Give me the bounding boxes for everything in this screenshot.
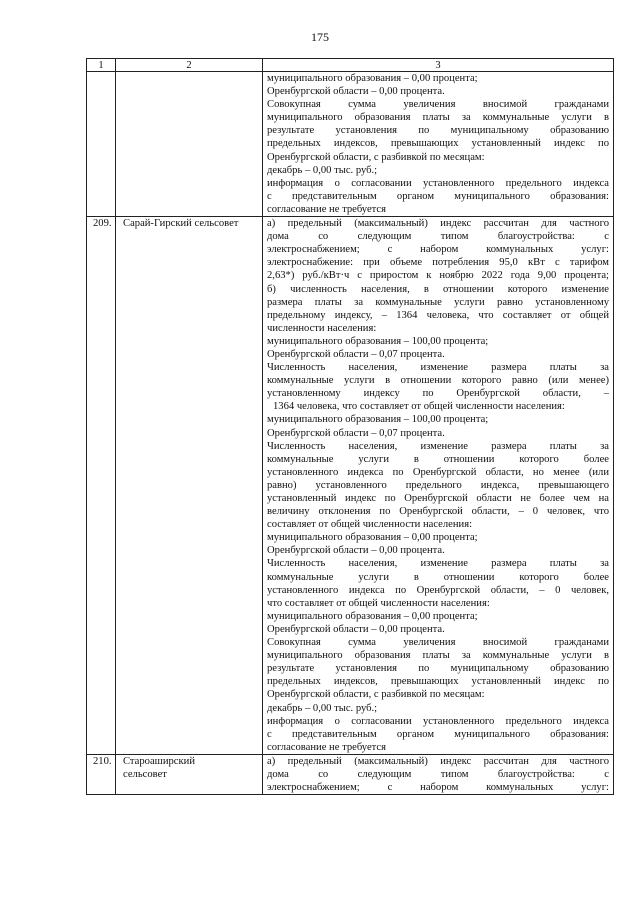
municipality-name-cell bbox=[116, 217, 263, 755]
index-description-cell bbox=[263, 217, 614, 755]
municipality-name-cell bbox=[116, 72, 263, 217]
text-line: с представительным органом муниципального образования: bbox=[267, 190, 609, 202]
text-line: Оренбургской области – 0,00 процента. bbox=[267, 86, 445, 98]
text-line: муниципального образования платы за коммунальные услуги в bbox=[267, 650, 609, 662]
text-line: а) предельный (максимальный) индекс рассчитан для частного bbox=[267, 755, 609, 767]
text-line: электроснабжением; с набором коммунальных услуг: bbox=[267, 782, 609, 794]
text-line: б) численность населения, в отношении которого изменение bbox=[267, 283, 609, 295]
text-line: установленного индекса по Оренбургской области, – 0 человек, bbox=[267, 584, 609, 596]
text-line: муниципального образования – 0,00 процента; bbox=[267, 610, 478, 622]
table-row bbox=[87, 754, 614, 794]
row-number-cell bbox=[87, 72, 116, 217]
index-description-cell bbox=[263, 754, 614, 794]
text-line: размера платы за коммунальные услуги равно установленному bbox=[267, 296, 609, 308]
municipality-name-cell bbox=[116, 754, 263, 794]
text-line: коммунальные услуги в отношении которого более bbox=[267, 453, 609, 465]
column-header-2: 2 bbox=[116, 59, 263, 72]
text-line: величину отклонения по Оренбургской области, – 0 человек, что bbox=[267, 506, 609, 518]
text-line: Оренбургской области – 0,07 процента. bbox=[267, 427, 445, 439]
text-line: муниципального образования – 100,00 процента; bbox=[267, 414, 489, 426]
text-line: информация о согласовании установленного предельного индекса bbox=[267, 715, 609, 727]
text-line: Численность населения, изменение размера платы за bbox=[267, 558, 609, 570]
column-header-3: 3 bbox=[263, 59, 614, 72]
municipality-name-line: Староаширский bbox=[123, 755, 195, 767]
text-line: муниципального образования – 0,00 процента; bbox=[267, 532, 478, 544]
text-line: численности населения: bbox=[267, 322, 377, 334]
text-line: муниципального образования – 100,00 процента; bbox=[267, 335, 489, 347]
row-number-cell: 210. bbox=[87, 754, 116, 794]
text-line: декабрь – 0,00 тыс. руб.; bbox=[267, 702, 378, 714]
text-line: составляет от общей численности населения: bbox=[267, 519, 473, 531]
text-line: коммунальные услуги в отношении которого равно (или менее) bbox=[267, 375, 609, 387]
text-line: декабрь – 0,00 тыс. руб.; bbox=[267, 164, 378, 176]
text-line: Совокупная сумма увеличения вносимой гражданами bbox=[267, 637, 609, 649]
text-line: дома со следующим типом благоустройства: с bbox=[267, 231, 609, 243]
text-line: электроснабжением; с набором коммунальных услуг: bbox=[267, 244, 609, 256]
text-line: электроснабжение: при объеме потребления 95,0 кВт с тарифом bbox=[267, 257, 609, 269]
text-line: Оренбургской области, с разбивкой по месяцам: bbox=[267, 151, 485, 163]
index-description-cell bbox=[263, 72, 614, 217]
text-line: Оренбургской области, с разбивкой по месяцам: bbox=[267, 689, 485, 701]
text-line: согласование не требуется bbox=[267, 203, 387, 215]
text-line: Численность населения, изменение размера платы за bbox=[267, 362, 609, 374]
municipality-name-line: сельсовет bbox=[123, 768, 167, 780]
text-line: установленного индекса по Оренбургской области, но менее (или bbox=[267, 466, 609, 478]
text-line: установленному индексу по Оренбургской области, – bbox=[267, 388, 609, 400]
text-line: Оренбургской области – 0,00 процента. bbox=[267, 545, 445, 557]
text-line: коммунальные услуги в отношении которого более bbox=[267, 571, 609, 583]
table-header-row bbox=[87, 59, 614, 72]
page-number: 175 bbox=[311, 30, 329, 44]
municipality-name-line: Сарай-Гирский сельсовет bbox=[123, 218, 239, 230]
text-line: с представительным органом муниципального образования: bbox=[267, 728, 609, 740]
table-row bbox=[87, 72, 614, 217]
municipal-index-table bbox=[86, 58, 614, 795]
text-line: а) предельный (максимальный) индекс рассчитан для частного bbox=[267, 218, 609, 230]
text-line: результате установления по муниципальному образованию bbox=[267, 663, 609, 675]
text-line: 2,63*) руб./кВт·ч с приростом к ноябрю 2022 года 9,00 процента; bbox=[267, 270, 609, 282]
text-line: 1364 человека, что составляет от общей численности населения: bbox=[273, 401, 565, 413]
text-line: результате установления по муниципальному образованию bbox=[267, 125, 609, 137]
text-line: дома со следующим типом благоустройства: с bbox=[267, 768, 609, 780]
text-line: Оренбургской области – 0,07 процента. bbox=[267, 348, 445, 360]
table-body bbox=[87, 59, 614, 795]
text-line: предельному индексу, – 1364 человека, что составляет от общей bbox=[267, 309, 609, 321]
text-line: предельных индексов, превышающих установленный индекс по bbox=[267, 676, 609, 688]
text-line: Совокупная сумма увеличения вносимой гражданами bbox=[267, 99, 609, 111]
text-line: предельных индексов, превышающих установленный индекс по bbox=[267, 138, 609, 150]
text-line: муниципального образования платы за коммунальные услуги в bbox=[267, 112, 609, 124]
row-number-cell: 209. bbox=[87, 217, 116, 755]
text-line: согласование не требуется bbox=[267, 741, 387, 753]
text-line: информация о согласовании установленного предельного индекса bbox=[267, 177, 609, 189]
text-line: Оренбургской области – 0,00 процента. bbox=[267, 623, 445, 635]
text-line: что составляет от общей численности населения: bbox=[267, 597, 490, 609]
text-line: равно) установленного предельного индекса, превышающего bbox=[267, 479, 609, 491]
column-header-1: 1 bbox=[87, 59, 116, 72]
text-line: Численность населения, изменение размера платы за bbox=[267, 440, 609, 452]
table-row bbox=[87, 217, 614, 755]
text-line: установленный индекс по Оренбургской области не более чем на bbox=[267, 493, 609, 504]
text-line: муниципального образования – 0,00 процента; bbox=[267, 73, 478, 84]
